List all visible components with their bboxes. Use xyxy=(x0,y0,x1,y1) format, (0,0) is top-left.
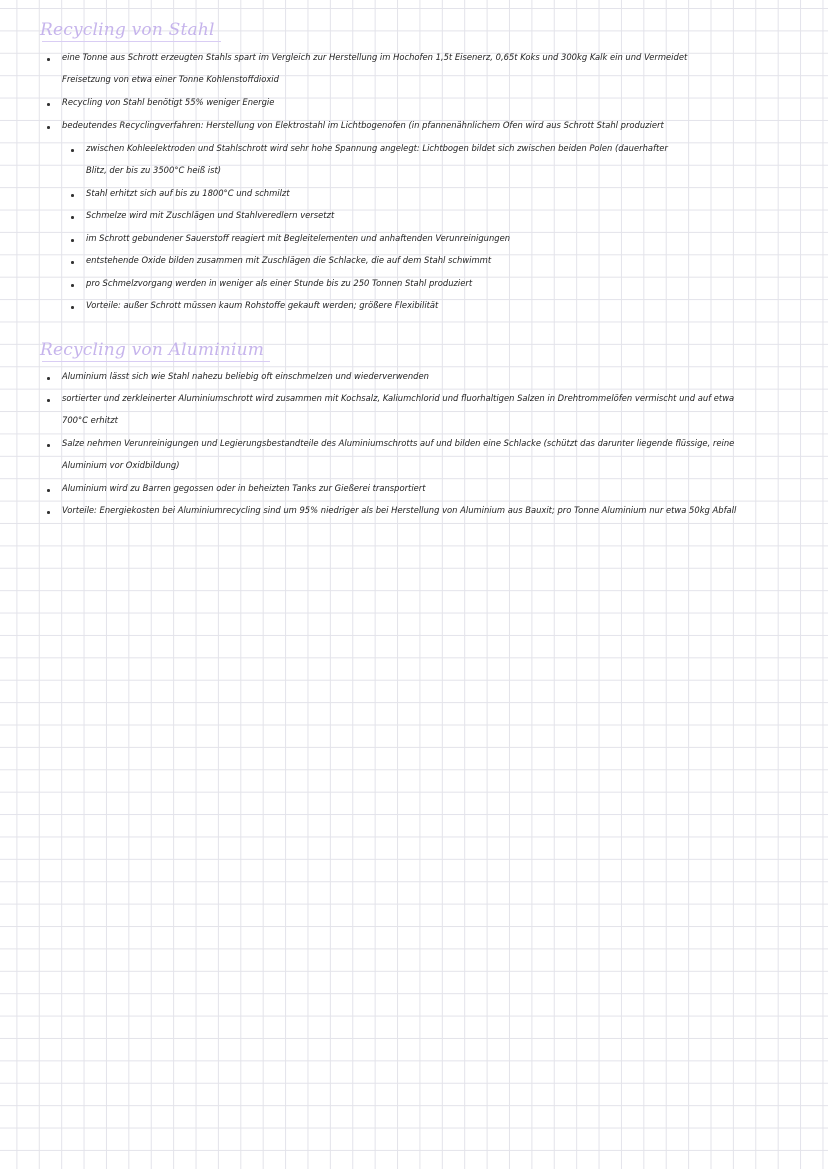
bullet xyxy=(47,377,50,380)
bullet xyxy=(47,58,50,61)
steel-sub-1: zwischen Kohleelektroden und Stahlschrott wird sehr hohe Spannung angelegt: Lichtbogen bildet sich zwischen beiden Polen (dauerhafter xyxy=(86,143,668,153)
heading-aluminium: Recycling von Aluminium xyxy=(40,340,265,360)
alu-line-2: sortierter und zerkleinerter Aluminiumschrott wird zusammen mit Kochsalz, Kaliumchlorid und fluorhaltigen Salzen in Drehtrommelöfen vermischt und auf etwa xyxy=(62,393,735,403)
alu-line-5: Vorteile: Energiekosten bei Aluminiumrecycling sind um 95% niedriger als bei Herstellung von Aluminium aus Bauxit; pro Tonne Aluminium nur etwa 50kg Abfall xyxy=(62,505,737,515)
steel-sub-2: Stahl erhitzt sich auf bis zu 1800°C und schmilzt xyxy=(86,188,290,198)
steel-line-2: Recycling von Stahl benötigt 55% weniger Energie xyxy=(62,97,275,107)
bullet xyxy=(47,103,50,106)
bullet xyxy=(47,489,50,492)
sub-bullet xyxy=(71,239,74,242)
steel-sub-1-cont: Blitz, der bis zu 3500°C heiß ist) xyxy=(86,165,221,175)
sub-bullet xyxy=(71,306,74,309)
sub-bullet xyxy=(71,194,74,197)
sub-bullet xyxy=(71,216,74,219)
bullet xyxy=(47,399,50,402)
sub-bullet xyxy=(71,149,74,152)
sub-bullet xyxy=(71,261,74,264)
alu-line-2-cont: 700°C erhitzt xyxy=(62,415,118,425)
steel-sub-7: Vorteile: außer Schrott müssen kaum Rohstoffe gekauft werden; größere Flexibilität xyxy=(86,300,439,310)
alu-line-1: Aluminium lässt sich wie Stahl nahezu beliebig oft einschmelzen und wiederverwenden xyxy=(62,371,429,381)
bullet xyxy=(47,126,50,129)
steel-sub-5: entstehende Oxide bilden zusammen mit Zuschlägen die Schlacke, die auf dem Stahl schwimmt xyxy=(86,255,492,265)
steel-sub-3: Schmelze wird mit Zuschlägen und Stahlveredlern versetzt xyxy=(86,210,335,220)
steel-line-1-cont: Freisetzung von etwa einer Tonne Kohlenstoffdioxid xyxy=(62,74,279,84)
heading-steel: Recycling von Stahl xyxy=(40,20,215,40)
sub-bullet xyxy=(71,284,74,287)
alu-line-4: Aluminium wird zu Barren gegossen oder in beheizten Tanks zur Gießerei transportiert xyxy=(62,483,426,493)
alu-line-3: Salze nehmen Verunreinigungen und Legierungsbestandteile des Aluminiumschrotts auf und bilden eine Schlacke (schützt das darunter liegende flüssige, reine xyxy=(62,438,735,448)
steel-sub-4: im Schrott gebundener Sauerstoff reagiert mit Begleitelementen und anhaftenden Verunreinigungen xyxy=(86,233,511,243)
alu-line-3-cont: Aluminium vor Oxidbildung) xyxy=(62,460,180,470)
steel-line-1: eine Tonne aus Schrott erzeugten Stahls spart im Vergleich zur Herstellung im Hochofen 1,5t Eisenerz, 0,65t Koks und 300kg Kalk ein und Vermeidet xyxy=(62,52,688,62)
bullet xyxy=(47,444,50,447)
bullet xyxy=(47,511,50,514)
steel-sub-6: pro Schmelzvorgang werden in weniger als einer Stunde bis zu 250 Tonnen Stahl produziert xyxy=(86,278,473,288)
steel-line-3: bedeutendes Recyclingverfahren: Herstellung von Elektrostahl im Lichtbogenofen (in pfannenähnlichem Ofen wird aus Schrott Stahl produziert xyxy=(62,120,664,130)
